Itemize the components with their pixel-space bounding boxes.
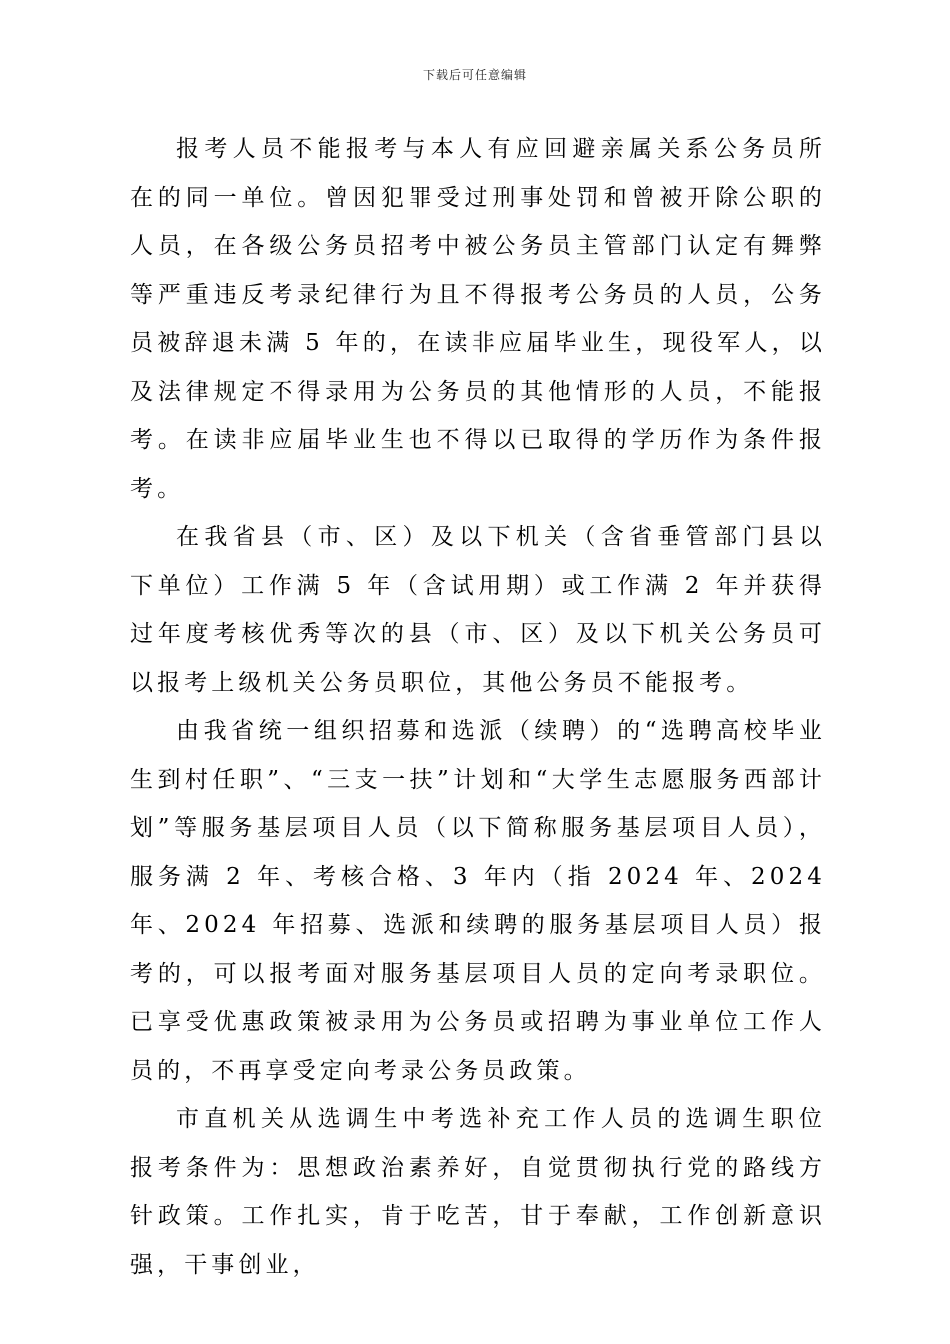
page-header-note: 下载后可任意编辑 [422,68,527,82]
paragraph-civil-servant-applicants: 在我省县（市、区）及以下机关（含省垂管部门县以下单位）工作满 5 年（含试用期）或工作满 2 年并获得过年度考核优秀等次的县（市、区）及以下机关公务员可以报考上级机关公务员职位，其他公务员不能报考。 [130,524,826,696]
paragraph-eligibility-restrictions: 报考人员不能报考与本人有应回避亲属关系公务员所在的同一单位。曾因犯罪受过刑事处罚和曾被开除公职的人员，在各级公务员招考中被公务员主管部门认定有舞弊等严重违反考录纪律行为且不得报考公务员的人员，公务员被辞退未满 5 年的，在读非应届毕业生，现役军人，以及法律规定不得录用为公务员的其他情形的人员，不能报考。在读非应届毕业生也不得以已取得的学历作为条件报考。 [130,136,826,502]
paragraph-selected-graduates-conditions: 市直机关从选调生中考选补充工作人员的选调生职位报考条件为：思想政治素养好，自觉贯彻执行党的路线方针政策。工作扎实，肯于吃苦，甘于奉献，工作创新意识强，干事创业， [130,1106,826,1278]
paragraph-grassroots-service-personnel: 由我省统一组织招募和选派（续聘）的“选聘高校毕业生到村任职”、“三支一扶”计划和“大学生志愿服务西部计划”等服务基层项目人员（以下简称服务基层项目人员），服务满 2 年、考核合格、3 年内（指 2024 年、2024 年、2024 年招募、选派和续聘的服务基层项目人员）报考的，可以报考面对服务基层项目人员的定向考录职位。已享受优惠政策被录用为公务员或招聘为事业单位工作人员的，不再享受定向考录公务员政策。 [130,718,826,1084]
document-body [130,125,826,1289]
